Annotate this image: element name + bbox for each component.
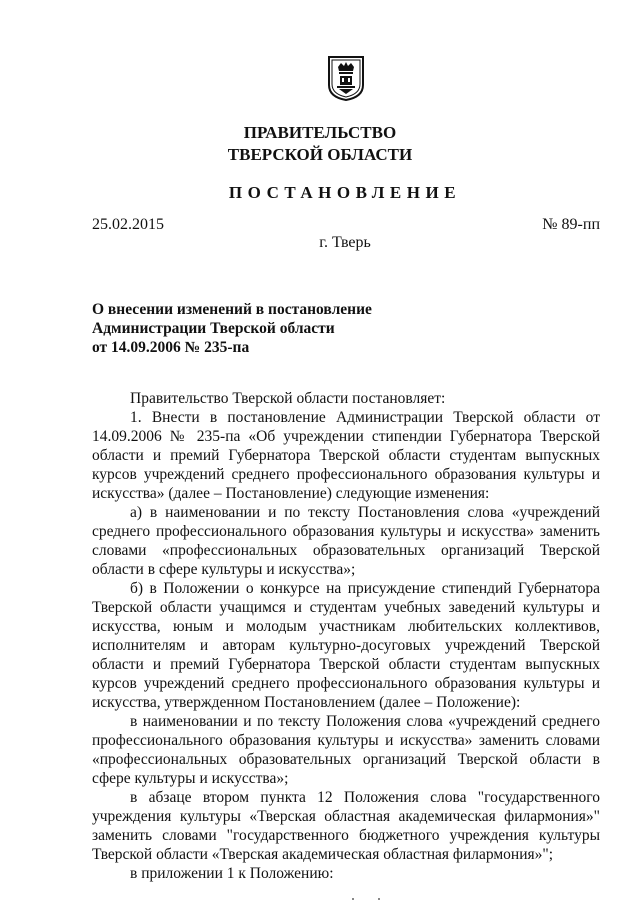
document-date: 25.02.2015 — [92, 216, 164, 233]
title-line: О внесении изменений в постановление — [92, 301, 372, 318]
scan-speck — [378, 898, 380, 900]
coat-of-arms-icon — [327, 55, 365, 101]
document-type: ПОСТАНОВЛЕНИЕ — [228, 183, 462, 202]
title-line: Администрации Тверской области — [92, 320, 335, 337]
paragraph-point-12: в абзаце втором пункта 12 Положения слова "государственного учреждения культуры «Тверская областная академическая филармония»" заменить словами "государственного бюджетного учреждения культуры Тверской области «Тверская академическая областная филармония»"; — [92, 789, 600, 863]
document-city: г. Тверь — [319, 234, 371, 251]
document-number: № 89-пп — [542, 216, 600, 233]
scan-speck — [352, 898, 354, 900]
document-title — [92, 300, 422, 357]
paragraph-naming: в наименовании и по тексту Положения слова «учреждений среднего профессионального образования культуры и искусства» заменить словами «профессиональных образовательных организаций Тверской области в сфере культуры и искусства»; — [92, 713, 600, 787]
org-name-line1: ПРАВИТЕЛЬСТВО — [243, 123, 397, 142]
paragraph-item-b: б) в Положении о конкурсе на присуждение стипендий Губернатора Тверской области учащимся и студентам учебных заведений культуры и искусства, юным и молодым участникам любительских коллективов, исполнителям и авторам культурно-досуговых учреждений Тверской области и премий Губернатора Тверской области студентам выпускных курсов учреждений среднего профессионального образования культуры и искусства, утвержденном Постановлением (далее – Положение): — [92, 580, 600, 711]
document-body — [92, 389, 600, 883]
paragraph-appendix: в приложении 1 к Положению: — [130, 865, 334, 882]
paragraph-item-1: 1. Внести в постановление Администрации Тверской области от 14.09.2006 № 235-па «Об учреждении стипендии Губернатора Тверской области и премий Губернатора Тверской области студентам выпускных курсов учреждений среднего профессионального образования культуры и искусства» (далее – Постановление) следующие изменения: — [92, 409, 600, 502]
paragraph-preamble: Правительство Тверской области постановляет: — [130, 390, 446, 407]
org-name-line2: ТВЕРСКОЙ ОБЛАСТИ — [227, 145, 413, 164]
title-line: от 14.09.2006 № 235-па — [92, 339, 250, 356]
paragraph-item-a: а) в наименовании и по тексту Постановления слова «учреждений среднего профессионального образования культуры и искусства» заменить словами «профессиональных образовательных организаций Тверской области в сфере культуры и искусства»; — [92, 504, 600, 578]
